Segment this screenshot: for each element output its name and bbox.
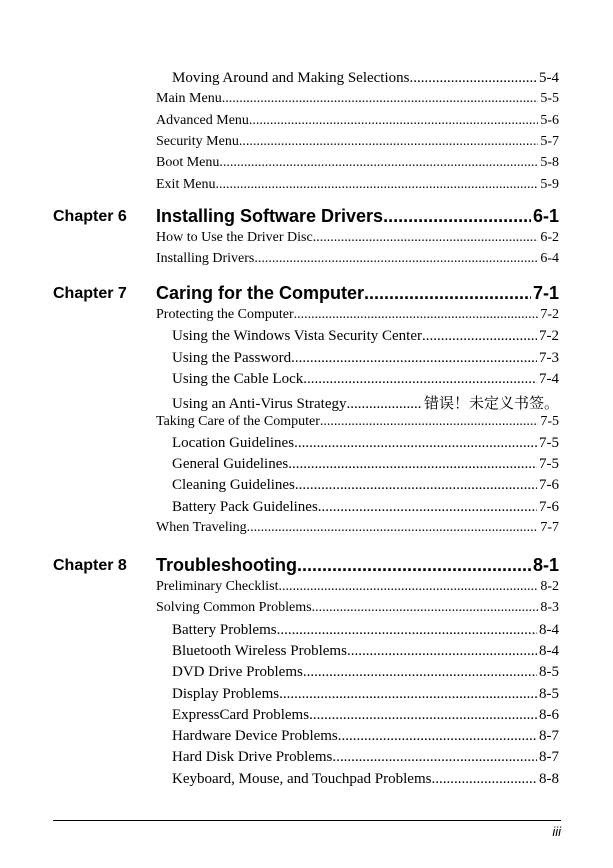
dot-leader [338, 728, 537, 745]
toc-entry-title: Boot Menu [156, 155, 220, 171]
toc-entry-title: Battery Problems [172, 621, 277, 638]
toc-entry-title: Protecting the Computer [156, 307, 294, 322]
dot-leader [295, 477, 537, 494]
toc-entry-title: Security Menu [156, 133, 239, 149]
toc-entry-title: Exit Menu [156, 176, 216, 192]
dot-leader [347, 396, 422, 413]
toc-entry-page: 8-5 [539, 685, 559, 702]
toc-entry-title: How to Use the Driver Disc [156, 230, 313, 245]
toc-entry[interactable] [172, 771, 559, 788]
toc-entry-page: 8-5 [539, 664, 559, 681]
toc-entry-title: Using the Password [172, 349, 292, 366]
toc-entry[interactable] [172, 499, 559, 516]
toc-entry[interactable] [172, 477, 559, 494]
toc-entry-title: Using an Anti-Virus Strategy [172, 396, 347, 413]
dot-leader [303, 371, 537, 388]
chapter-title-entry[interactable] [156, 555, 559, 576]
toc-entry-title: Cleaning Guidelines [172, 477, 295, 494]
chapter-title-entry[interactable] [156, 283, 559, 304]
toc-entry[interactable] [156, 113, 559, 129]
toc-entry-page: 7-2 [539, 328, 559, 345]
toc-entry[interactable] [156, 579, 559, 595]
toc-entry-title: ExpressCard Problems [172, 706, 310, 723]
dot-leader [303, 664, 537, 681]
toc-entry-page: 7-6 [539, 477, 559, 494]
toc-entry-page: 8-7 [539, 749, 559, 766]
toc-entry[interactable] [172, 328, 559, 345]
toc-entry-title: Main Menu [156, 91, 222, 107]
dot-leader [318, 499, 537, 516]
toc-entry-page: 8-7 [539, 728, 559, 745]
toc-entry[interactable] [172, 664, 559, 681]
dot-leader [422, 328, 537, 345]
toc-entry-page: 8-2 [540, 579, 559, 594]
toc-entry-title: Keyboard, Mouse, and Touchpad Problems [172, 770, 432, 787]
dot-leader [409, 70, 537, 87]
toc-entry[interactable] [172, 350, 559, 367]
dot-leader [219, 155, 538, 171]
toc-entry[interactable] [172, 456, 559, 473]
footer-rule [53, 820, 561, 821]
toc-entry-page: 7-6 [539, 498, 559, 515]
chapter-title-entry[interactable] [156, 206, 559, 227]
toc-entry-title: Advanced Menu [156, 112, 249, 128]
toc-entry[interactable] [172, 749, 559, 766]
toc-entry-title: Preliminary Checklist [156, 579, 279, 594]
toc-entry-page: 7-4 [539, 370, 559, 387]
dot-leader [247, 520, 539, 536]
dot-leader [297, 555, 531, 576]
chapter-page: 8-1 [532, 555, 559, 575]
toc-entry-page: 7-2 [540, 307, 559, 322]
toc-entry-page: 8-6 [539, 706, 559, 723]
toc-entry-page: 6-4 [540, 251, 559, 267]
chapter-title: Troubleshooting [156, 555, 297, 575]
toc-entry[interactable] [172, 371, 559, 388]
dot-leader [239, 134, 539, 150]
chapter-heading [0, 283, 613, 307]
toc-entry-title: Using the Windows Vista Security Center [172, 328, 422, 345]
toc-entry[interactable] [156, 230, 559, 246]
toc-entry[interactable] [172, 70, 559, 87]
dot-leader [277, 622, 537, 639]
toc-entry-page: 7-5 [539, 434, 559, 451]
dot-leader [364, 283, 531, 304]
dot-leader [216, 177, 539, 193]
toc-entry[interactable] [156, 134, 559, 150]
toc-entry[interactable] [172, 728, 559, 745]
chapter-page: 7-1 [532, 283, 559, 303]
toc-entry[interactable] [156, 414, 559, 430]
toc-entry-page: 8-4 [539, 642, 559, 659]
toc-entry[interactable] [172, 707, 559, 724]
dot-leader [294, 307, 539, 323]
toc-entry[interactable] [156, 155, 559, 171]
toc-entry-title: General Guidelines [172, 456, 289, 473]
toc-entry[interactable] [172, 643, 559, 660]
toc-entry-page: 错误！未定义书签。 [423, 396, 559, 413]
chapter-label: Chapter 6 [53, 208, 127, 225]
chapter-label: Chapter 7 [53, 285, 127, 302]
toc-entry-page: 8-4 [539, 621, 559, 638]
chapter-label: Chapter 8 [53, 557, 127, 574]
toc-entry[interactable] [172, 392, 559, 413]
toc-entry-title: Hardware Device Problems [172, 728, 338, 745]
chapter-heading [0, 555, 613, 579]
dot-leader [222, 91, 539, 107]
toc-entry[interactable] [172, 686, 559, 703]
toc-entry-page: 5-8 [540, 155, 559, 171]
chapter-title: Caring for the Computer [156, 283, 365, 303]
toc-entry-title: Display Problems [172, 685, 280, 702]
toc-entry-page: 5-6 [540, 112, 559, 128]
toc-entry[interactable] [172, 622, 559, 639]
toc-entry-page: 7-7 [540, 520, 559, 535]
toc-entry[interactable] [156, 91, 559, 107]
dot-leader [383, 206, 531, 227]
toc-entry-page: 5-9 [540, 176, 559, 192]
toc-entry[interactable] [156, 177, 559, 193]
toc-entry[interactable] [156, 307, 559, 323]
dot-leader [279, 686, 537, 703]
dot-leader [309, 707, 537, 724]
toc-entry-title: Installing Drivers [156, 251, 255, 267]
page-number: iii [552, 824, 561, 839]
toc-entry-title: Battery Pack Guidelines [172, 498, 318, 515]
toc-entry-page: 8-3 [540, 600, 559, 616]
toc-entry-title: Location Guidelines [172, 434, 295, 451]
dot-leader [288, 456, 537, 473]
dot-leader [332, 749, 537, 766]
dot-leader [431, 771, 537, 788]
toc-entry-title: Taking Care of the Computer [156, 413, 320, 429]
toc-entry[interactable] [172, 435, 559, 452]
toc-entry-page: 5-5 [540, 91, 559, 107]
dot-leader [313, 230, 539, 246]
dot-leader [254, 251, 538, 267]
dot-leader [278, 579, 538, 595]
chapter-title: Installing Software Drivers [156, 206, 384, 226]
dot-leader [320, 414, 538, 430]
toc-entry-title: DVD Drive Problems [172, 664, 303, 681]
toc-entry-title: When Traveling [156, 520, 247, 535]
dot-leader [291, 350, 537, 367]
toc-entry-page: 8-8 [539, 770, 559, 787]
chapter-heading [0, 206, 613, 230]
toc-entry[interactable] [156, 251, 559, 267]
toc-entry-page: 7-5 [539, 456, 559, 473]
dot-leader [294, 435, 537, 452]
chapter-page: 6-1 [532, 206, 559, 226]
toc-entry-title: Moving Around and Making Selections [172, 70, 410, 86]
toc-entry-title: Using the Cable Lock [172, 370, 304, 387]
toc-entry-page: 7-3 [539, 349, 559, 366]
dot-leader [312, 600, 539, 616]
dot-leader [249, 113, 538, 129]
toc-entry-page: 5-4 [539, 70, 559, 86]
dot-leader [347, 643, 537, 660]
toc-entry-page: 7-5 [540, 413, 559, 429]
toc-entry-page: 5-7 [540, 133, 559, 149]
toc-entry[interactable] [156, 600, 559, 616]
toc-entry-title: Hard Disk Drive Problems [172, 749, 333, 766]
toc-entry-page: 6-2 [540, 230, 559, 245]
toc-entry-title: Bluetooth Wireless Problems [172, 642, 347, 659]
toc-entry-title: Solving Common Problems [156, 600, 312, 616]
toc-entry[interactable] [156, 520, 559, 536]
